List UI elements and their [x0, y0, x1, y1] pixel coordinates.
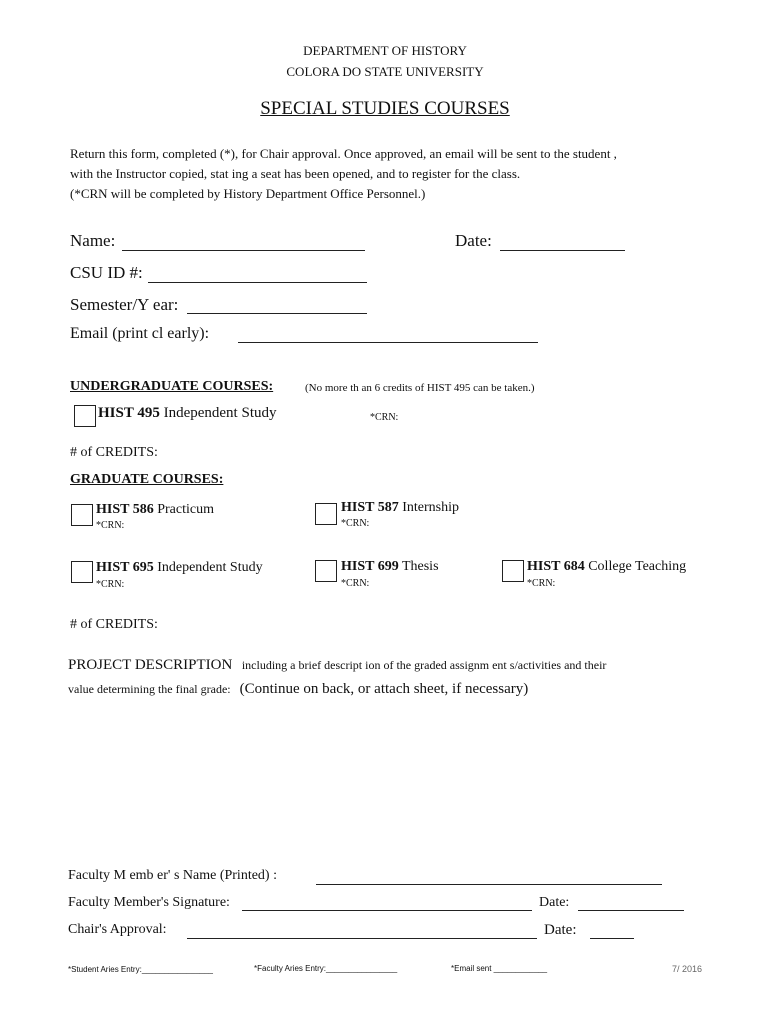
- faculty-signature-field[interactable]: [242, 910, 532, 911]
- hist-586-label: [96, 502, 214, 518]
- hist-699-checkbox[interactable]: [315, 560, 337, 582]
- hist-695-name: Independent Study: [157, 560, 263, 575]
- form-title: SPECIAL STUDIES COURSES: [260, 98, 510, 119]
- hist-695-checkbox[interactable]: [71, 561, 93, 583]
- name-field[interactable]: [122, 250, 365, 251]
- csu-id-label: CSU ID #:: [70, 263, 143, 282]
- hist-684-name: College Teaching: [588, 559, 687, 574]
- chair-approval-label: Chair's Approval:: [68, 922, 167, 937]
- hist-695-code: HIST 695: [96, 560, 154, 575]
- hist-495-label: [98, 405, 277, 422]
- name-label: Name:: [70, 231, 116, 250]
- faculty-aries-entry: *Faculty Aries Entry:________________: [254, 964, 398, 973]
- instructions-line-2: with the Instructor copied, stat ing a seat has been opened, and to register for the class.: [70, 166, 521, 181]
- project-description-area[interactable]: [68, 712, 708, 852]
- undergraduate-credits-label: # of CREDITS:: [70, 445, 158, 460]
- hist-495-name: Independent Study: [163, 405, 277, 421]
- project-description-heading: PROJECT DESCRIPTION: [68, 657, 233, 673]
- undergraduate-heading: UNDERGRADUATE COURSES:: [70, 379, 274, 394]
- department-name: DEPARTMENT OF HISTORY: [303, 43, 467, 58]
- instructions-line-3: (*CRN will be completed by History Department Office Personnel.): [70, 186, 426, 201]
- hist-684-code: HIST 684: [527, 559, 585, 574]
- undergraduate-note: (No more th an 6 credits of HIST 495 can be taken.): [305, 382, 535, 394]
- student-aries-entry: *Student Aries Entry:________________: [68, 965, 214, 974]
- project-description-text-1: including a brief descript ion of the graded assignm ent s/activities and their: [241, 658, 607, 672]
- email-sent-entry: *Email sent ____________: [451, 964, 548, 973]
- project-description-line-1: [68, 657, 606, 674]
- hist-587-crn: *CRN:: [341, 518, 370, 529]
- csu-id-field[interactable]: [148, 282, 367, 283]
- project-description-note: (Continue on back, or attach sheet, if necessary): [239, 681, 529, 697]
- graduate-heading: GRADUATE COURSES:: [70, 472, 224, 487]
- email-field[interactable]: [238, 342, 538, 343]
- hist-495-crn: *CRN:: [370, 412, 399, 423]
- semester-field[interactable]: [187, 313, 367, 314]
- project-description-line-2: [68, 681, 528, 698]
- faculty-signature-label: Faculty Member's Signature:: [68, 895, 230, 910]
- hist-586-crn: *CRN:: [96, 520, 125, 531]
- hist-695-label: [96, 560, 263, 576]
- hist-587-label: [341, 500, 459, 516]
- project-description-text-2: value determining the final grade:: [68, 682, 231, 696]
- university-name: COLORA DO STATE UNIVERSITY: [286, 64, 484, 79]
- hist-699-crn: *CRN:: [341, 578, 370, 589]
- hist-587-name: Internship: [402, 500, 459, 515]
- faculty-name-label: Faculty M emb er' s Name (Printed) :: [68, 868, 277, 883]
- faculty-signature-date-field[interactable]: [578, 910, 684, 911]
- revision-date: 7/ 2016: [672, 964, 703, 974]
- hist-684-checkbox[interactable]: [502, 560, 524, 582]
- graduate-credits-label: # of CREDITS:: [70, 617, 158, 632]
- date-label: Date:: [455, 231, 492, 250]
- hist-684-crn: *CRN:: [527, 578, 556, 589]
- hist-699-code: HIST 699: [341, 559, 399, 574]
- email-label: Email (print cl early):: [70, 325, 210, 342]
- faculty-name-field[interactable]: [316, 884, 662, 885]
- hist-586-code: HIST 586: [96, 502, 154, 517]
- chair-approval-field[interactable]: [187, 938, 537, 939]
- chair-approval-date-label: Date:: [544, 922, 577, 938]
- faculty-signature-date-label: Date:: [539, 895, 570, 910]
- hist-587-checkbox[interactable]: [315, 503, 337, 525]
- hist-586-name: Practicum: [157, 502, 214, 517]
- hist-684-label: [527, 559, 686, 575]
- hist-495-checkbox[interactable]: [74, 405, 96, 427]
- hist-699-name: Thesis: [401, 559, 439, 574]
- hist-695-crn: *CRN:: [96, 579, 125, 590]
- hist-586-checkbox[interactable]: [71, 504, 93, 526]
- hist-699-label: [341, 559, 439, 575]
- hist-587-code: HIST 587: [341, 500, 399, 515]
- instructions-line-1: Return this form, completed (*), for Chair approval. Once approved, an email will be sent to the student ,: [70, 146, 617, 161]
- hist-495-code: HIST 495: [98, 405, 160, 421]
- date-field[interactable]: [500, 250, 625, 251]
- semester-label: Semester/Y ear:: [70, 295, 179, 314]
- chair-approval-date-field[interactable]: [590, 938, 634, 939]
